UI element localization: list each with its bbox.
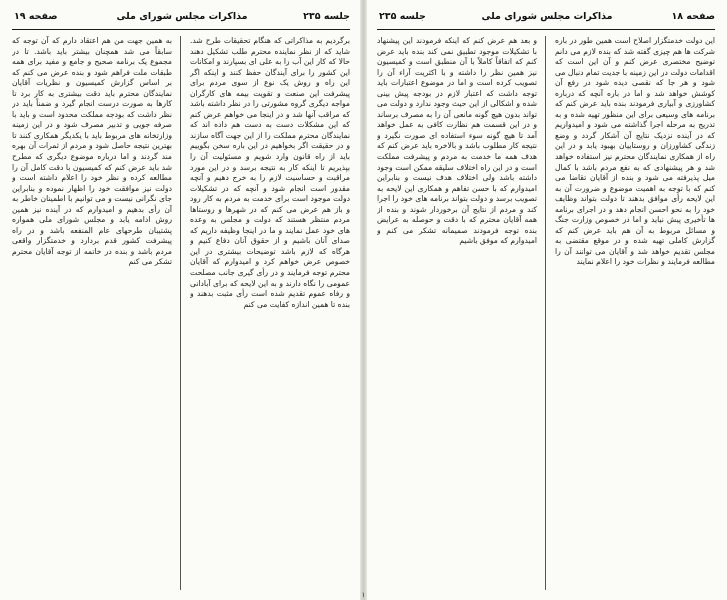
left-page-number: صفحه ۱۹ xyxy=(14,11,58,22)
left-page-column-left: به همین جهت من هم اعتقاد دارم که آن توجه که سابقاً می شد همچنان بیشتر باید باشد. تا در مجموع یک برنامه صحیح و جامع و مفید برای همه طبقات ملت فراهم شود و بنده عرض می کنم که بر اساس گزارش کمیسیون و نظریات آقایان نمایندگان محترم باید دقت بیشتری به کار برد تا کارها به صورت درست انجام گیرد و ضمناً باید در نظر داشت که بودجه مملکت محدود است و باید با صرفه جویی و تدبیر مصرف شود و در این زمینه وزارتخانه های مربوط باید با یکدیگر همکاری کنند تا بهترین نتیجه حاصل شود و مردم از ثمرات آن بهره مند گردند و اما درباره موضوع دیگری که مطرح شد باید عرض کنم که کمیسیون با دقت کامل آن را مطالعه کرده و نظر خود را اعلام داشته است و دولت نیز موافقت خود را اظهار نموده و بنابراین جای نگرانی نیست و می توانیم با اطمینان خاطر به آن رأی بدهیم و امیدوارم که در آینده نیز همین روش ادامه یابد و مجلس شورای ملی همواره پشتیبان طرحهای عام المنفعه باشد و در راه پیشرفت کشور قدم بردارد و خدمتگزار واقعی مردم باشد و بنده در خاتمه از توجه آقایان محترم تشکر می کنم xyxy=(12,36,172,267)
right-page-column-divider xyxy=(545,36,546,590)
right-page xyxy=(365,0,727,600)
footer-mark: ۱ xyxy=(361,591,366,599)
left-page-session-label: جلسه ۲۳۵ xyxy=(303,11,350,22)
left-page-title: مذاکرات مجلس شورای ملی xyxy=(116,11,248,22)
left-page-header-rule xyxy=(12,29,350,30)
left-page-column-right: برگردیم به مذاکراتی که هنگام تحقیقات طرح شد. شاید که از نظر نماینده محترم طلب تشکیل دهند حالا که کار این آب را به علی ای بسپارند و امکانات این کشور را برای آیندگان حفظ کنند و اینکه اگر این راه و روش یک نوع از سوی مردم برای پیشرفت این صنعت و تقویت بیمه های کارگران مواجه دیگری گروه مشورتی را در نظر داشته باشد که مراقب آنها شد و در اینجا می خواهم عرض کنم که این مشکلات دست به دست هم داده اند که نمایندگان محترم مملکت را از این جهت آگاه سازند و در حقیقت اگر بخواهیم در این باره سخن بگوییم باید از راه قانون وارد شویم و مسئولیت آن را بپذیریم تا اینکه کار به نتیجه برسد و در این مورد مراقبت و حساسیت لازم را به خرج دهیم و آنچه مقدور است انجام شود و آنچه که در تشکیلات دولت موجود است برای خدمت به مردم به کار رود و باز هم عرض می کنم که در شهرها و روستاها مردم منتظر هستند که دولت و مجلس به وعده های خود عمل نمایند و ما در اینجا وظیفه داریم که صدای آنان باشیم و از حقوق آنان دفاع کنیم و هرگاه که لازم باشد توضیحات بیشتری در این خصوص عرض خواهم کرد و امیدوارم که آقایان محترم توجه فرمایند و در رأی گیری جانب مصلحت عمومی را نگاه دارند و به این لایحه که برای آبادانی و رفاه عموم تقدیم شده است رأی مثبت بدهند و بنده تا همین اندازه کفایت می کنم xyxy=(190,36,350,309)
right-page-column-right: این دولت خدمتگزار اصلاح است همین طور در باره شرکت ها هم چیزی گفته شد که بنده لازم می دانم توضیح مختصری عرض کنم و آن این است که اقدامات دولت در این زمینه با جدیت تمام دنبال می شود و هر جا که نقصی دیده شود در رفع آن کوشش خواهد شد و اما در باره آنچه که درباره کشاورزی و آبیاری فرمودند بنده باید عرض کنم که برنامه های وسیعی برای این منظور تهیه شده و به تدریج به مرحله اجرا گذاشته می شود و امیدواریم که در آینده نزدیک نتایج آن آشکار گردد و وضع زندگی کشاورزان و روستاییان بهبود یابد و در این راه از همکاری نمایندگان محترم نیز استفاده خواهد شد و هر پیشنهادی که به نفع مردم باشد با کمال میل پذیرفته می شود و بنده از آقایان تقاضا می کنم که با توجه به اهمیت موضوع و ضرورت آن به این لایحه رأی موافق بدهند تا دولت بتواند وظایف خود را به نحو احسن انجام دهد و در اجرای برنامه ها تأخیری پیش نیاید و اما در خصوص وزارت جنگ و مسائل مربوط به آن هم باید عرض کنم که گزارش کاملی تهیه شده و در موقع مقتضی به مجلس تقدیم خواهد شد و آقایان می توانند آن را مطالعه فرمایند و نظرات خود را اعلام نمایند xyxy=(555,36,715,267)
left-page-column-divider xyxy=(180,36,181,590)
right-page-title: مذاکرات مجلس شورای ملی xyxy=(481,11,613,22)
right-page-header-rule xyxy=(377,29,715,30)
right-page-number: صفحه ۱۸ xyxy=(671,11,715,22)
right-page-column-left: و بعد هم عرض کنم که اینکه فرمودند این پیشنهاد با تشکیلات موجود تطبیق نمی کند بنده باید عرض کنم که اتفاقاً کاملاً با آن منطبق است و کمیسیون نیز همین نظر را داشته و با اکثریت آراء آن را تصویب کرده است و اما در موضوع اعتبارات باید توجه داشت که اعتبار لازم در بودجه پیش بینی شده و اشکالی از این حیث وجود ندارد و دولت می تواند بدون هیچ گونه مانعی آن را به مصرف برساند و در این قسمت هم نظارت کافی به عمل خواهد آمد تا هیچ گونه سوء استفاده ای صورت نگیرد و نتیجه کار مطلوب باشد و بالاخره باید عرض کنم که هدف همه ما خدمت به مردم و پیشرفت مملکت است و در این راه اختلاف سلیقه ممکن است وجود داشته باشد ولی اختلاف هدف نیست و بنابراین امیدوارم که با حسن تفاهم و همکاری این لایحه به تصویب برسد و دولت بتواند برنامه های خود را اجرا کند و مردم از نتایج آن برخوردار شوند و بنده از همه آقایان محترم که با دقت و حوصله به عرایض بنده توجه فرمودند صمیمانه تشکر می کنم و امیدوارم که موفق باشیم xyxy=(377,36,537,246)
right-page-header xyxy=(379,7,715,27)
left-page-header xyxy=(14,7,350,27)
right-page-session-label: جلسه ۲۳۵ xyxy=(379,11,426,22)
left-page xyxy=(0,0,362,600)
